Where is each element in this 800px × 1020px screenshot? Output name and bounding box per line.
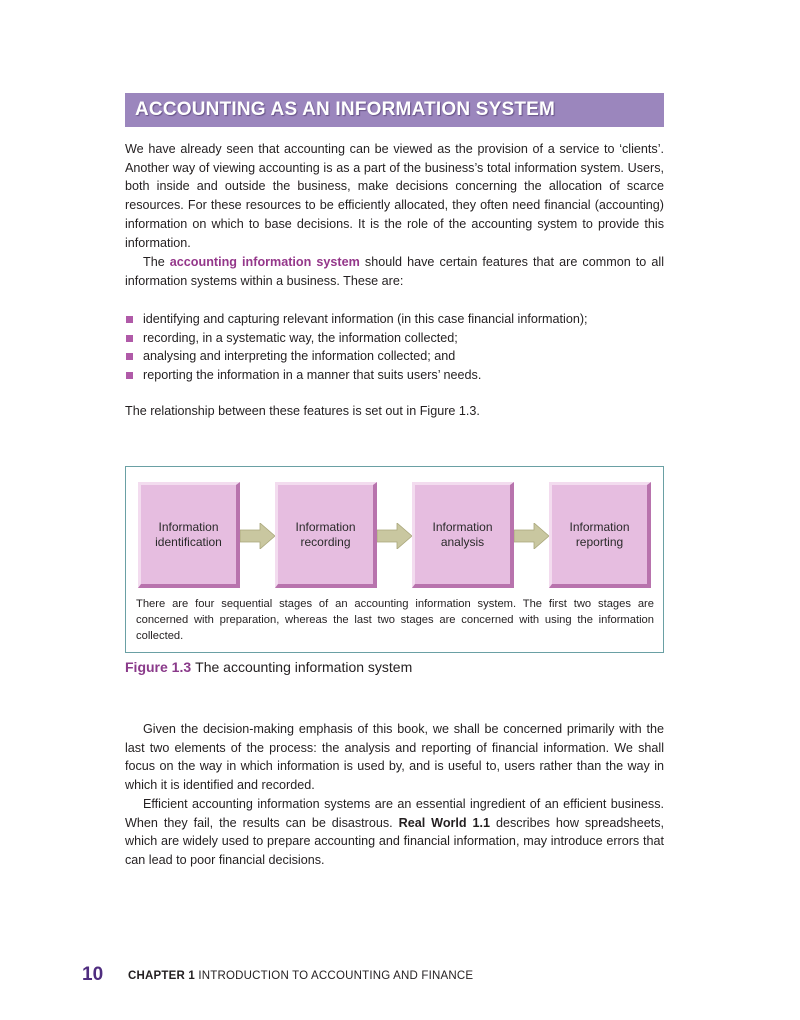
right-arrow-icon <box>514 523 549 549</box>
square-bullet-icon <box>126 316 133 323</box>
paragraph-efficient <box>125 795 664 870</box>
key-term-accounting-information-system: accounting information system <box>169 255 360 269</box>
stage-label-line1: Information <box>158 519 219 534</box>
paragraph-features-after: should have certain features that are common to all information systems within a business. These are: <box>125 255 664 288</box>
figure-label <box>125 659 412 675</box>
stage-label <box>155 520 222 550</box>
list-item-text: reporting the information in a manner that suits users’ needs. <box>143 368 482 383</box>
stage-label-line1: Information <box>569 519 630 534</box>
stage-label-line1: Information <box>295 519 356 534</box>
section-heading <box>125 93 664 127</box>
paragraph-efficient-before: Efficient accounting information systems are an essential ingredient of an efficient business. When they fail, the results can be disastrous. <box>125 797 664 830</box>
right-arrow-icon <box>377 523 412 549</box>
figure-caption-text: There are four sequential stages of an accounting information system. The first two stages are concerned with preparation, whereas the last two stages are concerned with using the information collected. <box>136 598 654 642</box>
square-bullet-icon <box>126 335 133 342</box>
paragraph-emphasis: Given the decision-making emphasis of this book, we shall be concerned primarily with the last two elements of the process: the analysis and reporting of financial information. We shall focus on the way in which information is used by, and is useful to, users rather than the way in which it is identified and recorded. <box>125 722 664 793</box>
figure-title: The accounting information system <box>195 659 413 675</box>
right-arrow-icon <box>240 523 275 549</box>
stage-label-line1: Information <box>432 519 493 534</box>
list-item-text: analysing and interpreting the information collected; and <box>143 349 456 364</box>
section-heading-text: ACCOUNTING AS AN INFORMATION SYSTEM <box>135 99 556 120</box>
stage-label-line2: recording <box>300 534 351 549</box>
paragraph-features-before: The <box>143 255 170 269</box>
footer-chapter-title: INTRODUCTION TO ACCOUNTING AND FINANCE <box>198 970 474 982</box>
list-item-text: recording, in a systematic way, the information collected; <box>143 330 458 345</box>
paragraph-efficient-after: describes how spreadsheets, which are widely used to prepare accounting and financial information, may introduce errors that can lead to poor financial decisions. <box>125 815 664 868</box>
list-item <box>125 329 664 348</box>
stage-box-recording <box>275 482 377 588</box>
figure-number: Figure 1.3 <box>125 659 192 675</box>
stage-label-line2: reporting <box>575 534 624 549</box>
stage-box-reporting <box>549 482 651 588</box>
stage-label <box>569 520 629 550</box>
footer-chapter: CHAPTER 1 <box>128 970 195 982</box>
list-item-text: identifying and capturing relevant information (in this case financial information); <box>143 312 588 326</box>
page-number: 10 <box>82 964 104 985</box>
list-item <box>125 347 664 366</box>
feature-list <box>125 310 664 385</box>
running-footer <box>128 970 473 982</box>
stage-label-line2: identification <box>155 534 222 549</box>
paragraph-intro: We have already seen that accounting can be viewed as the provision of a service to ‘clients’. Another way of viewing accounting is as a part of the business’s total information system. Users, both inside and outside the business, make decisions concerning the allocation of scarce resources. For these resources to be efficiently allocated, they often need financial (accounting) information on which to base decisions. It is the role of the accounting system to provide this information. <box>125 142 664 250</box>
square-bullet-icon <box>126 353 133 360</box>
stage-label <box>295 520 355 550</box>
list-item <box>125 310 664 329</box>
square-bullet-icon <box>126 372 133 379</box>
stage-box-analysis <box>412 482 514 588</box>
paragraph-features <box>125 253 664 290</box>
paragraph-relationship: The relationship between these features is set out in Figure 1.3. <box>125 404 480 418</box>
list-item <box>125 366 664 385</box>
stage-box-identification <box>138 482 240 588</box>
real-world-reference: Real World 1.1 <box>398 815 491 830</box>
stage-label-line2: analysis <box>440 534 485 549</box>
stage-label <box>432 520 492 550</box>
